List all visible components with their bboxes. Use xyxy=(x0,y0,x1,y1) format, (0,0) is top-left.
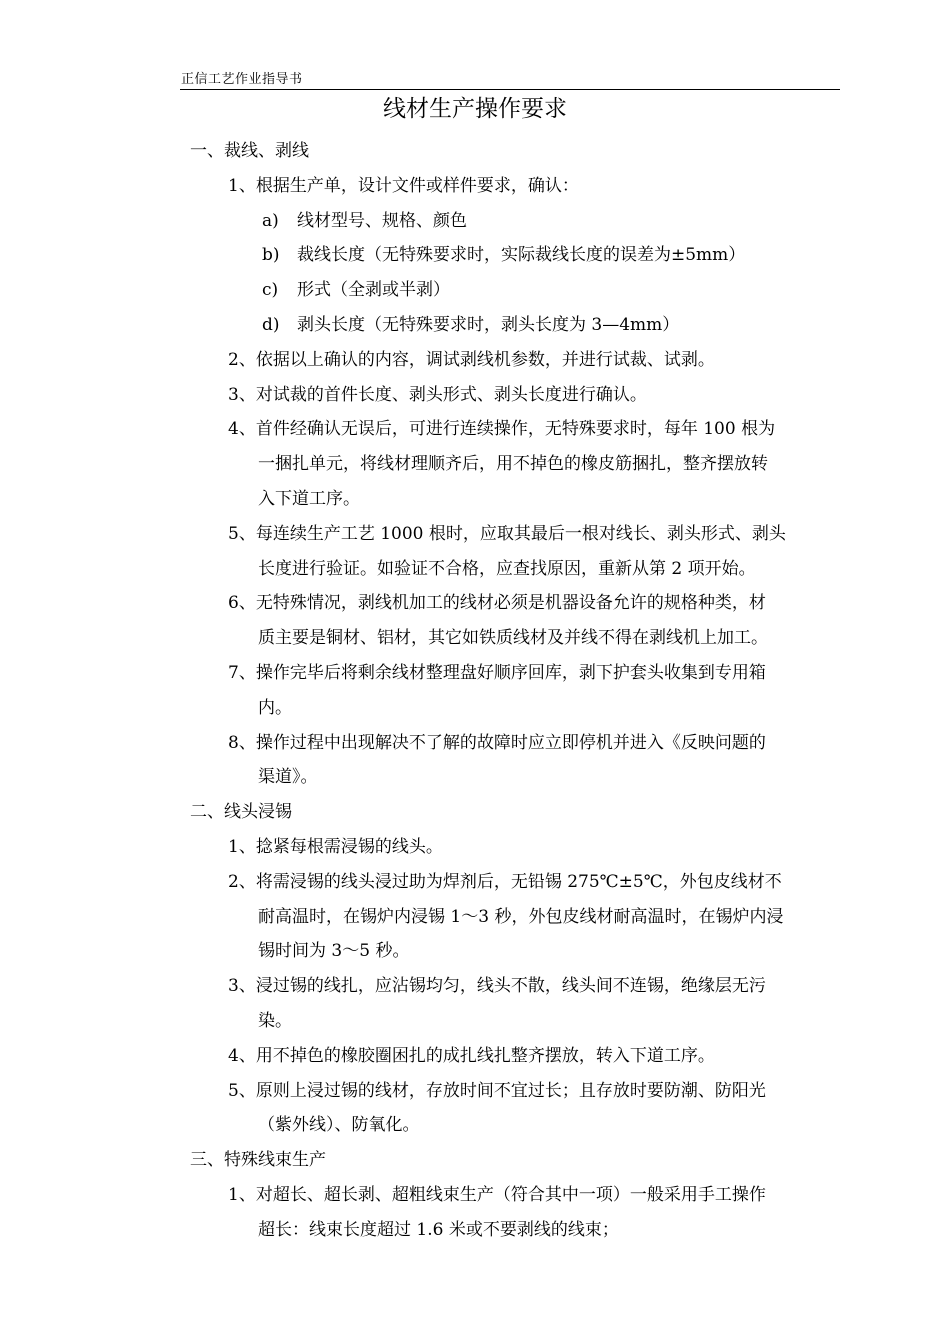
document-title: 线材生产操作要求 xyxy=(383,96,567,122)
list-item-continuation: 长度进行验证。如验证不合格，应查找原因，重新从第 2 项开始。 xyxy=(258,559,756,579)
list-item-continuation: 渠道》。 xyxy=(258,767,318,787)
subitem-text: 裁线长度（无特殊要求时，实际裁线长度的误差为±5mm） xyxy=(297,245,746,265)
list-item: 1、对超长、超长剥、超粗线束生产（符合其中一项）一般采用手工操作 xyxy=(228,1185,766,1205)
section-heading: 一、裁线、剥线 xyxy=(190,141,309,161)
subitem-text: 线材型号、规格、颜色 xyxy=(297,211,467,231)
list-item: 4、用不掉色的橡胶圈困扎的成扎线扎整齐摆放，转入下道工序。 xyxy=(228,1046,715,1066)
section-heading: 二、线头浸锡 xyxy=(190,802,292,822)
subitem-label: a) xyxy=(262,211,279,231)
list-item-continuation: （紫外线）、防氧化。 xyxy=(258,1115,420,1135)
list-item: 4、首件经确认无误后，可进行连续操作，无特殊要求时，每年 100 根为 xyxy=(228,419,776,439)
list-item: 6、无特殊情况，剥线机加工的线材必须是机器设备允许的规格种类，材 xyxy=(228,593,766,613)
list-item-continuation: 耐高温时，在锡炉内浸锡 1～3 秒，外包皮线材耐高温时，在锡炉内浸 xyxy=(258,907,784,927)
list-item: 2、将需浸锡的线头浸过助为焊剂后，无铅锡 275℃±5℃，外包皮线材不 xyxy=(228,872,782,892)
list-item: 5、每连续生产工艺 1000 根时，应取其最后一根对线长、剥头形式、剥头 xyxy=(228,524,786,544)
header-text: 正信工艺作业指导书 xyxy=(181,72,303,87)
section-heading: 三、特殊线束生产 xyxy=(190,1150,326,1170)
list-item-continuation: 一捆扎单元，将线材理顺齐后，用不掉色的橡皮筋捆扎，整齐摆放转 xyxy=(258,454,768,474)
list-item-continuation: 入下道工序。 xyxy=(258,489,360,509)
subitem-label: b) xyxy=(262,245,280,265)
list-item: 2、依据以上确认的内容，调试剥线机参数，并进行试裁、试剥。 xyxy=(228,350,715,370)
list-item: 5、原则上浸过锡的线材，存放时间不宜过长；且存放时要防潮、防阳光 xyxy=(228,1081,766,1101)
list-item-continuation: 锡时间为 3～5 秒。 xyxy=(258,941,410,961)
list-item: 8、操作过程中出现解决不了解的故障时应立即停机并进入《反映问题的 xyxy=(228,733,766,753)
subitem-text: 剥头长度（无特殊要求时，剥头长度为 3—4mm） xyxy=(297,315,680,335)
subitem-label: c) xyxy=(262,280,279,300)
list-item-continuation: 内。 xyxy=(258,698,292,718)
list-item: 3、对试裁的首件长度、剥头形式、剥头长度进行确认。 xyxy=(228,385,647,405)
list-item: 1、根据生产单，设计文件或样件要求，确认： xyxy=(228,176,579,196)
list-item: 3、浸过锡的线扎，应沾锡均匀，线头不散，线头间不连锡，绝缘层无污 xyxy=(228,976,766,996)
list-item-continuation: 质主要是铜材、铝材，其它如铁质线材及并线不得在剥线机上加工。 xyxy=(258,628,768,648)
list-item: 7、操作完毕后将剩余线材整理盘好顺序回库，剥下护套头收集到专用箱 xyxy=(228,663,766,683)
subitem-label: d) xyxy=(262,315,280,335)
list-item: 1、捻紧每根需浸锡的线头。 xyxy=(228,837,443,857)
page-header xyxy=(180,70,840,90)
subitem-text: 形式（全剥或半剥） xyxy=(297,280,450,300)
list-item-continuation: 超长：线束长度超过 1.6 米或不要剥线的线束； xyxy=(258,1220,619,1240)
list-item-continuation: 染。 xyxy=(258,1011,292,1031)
